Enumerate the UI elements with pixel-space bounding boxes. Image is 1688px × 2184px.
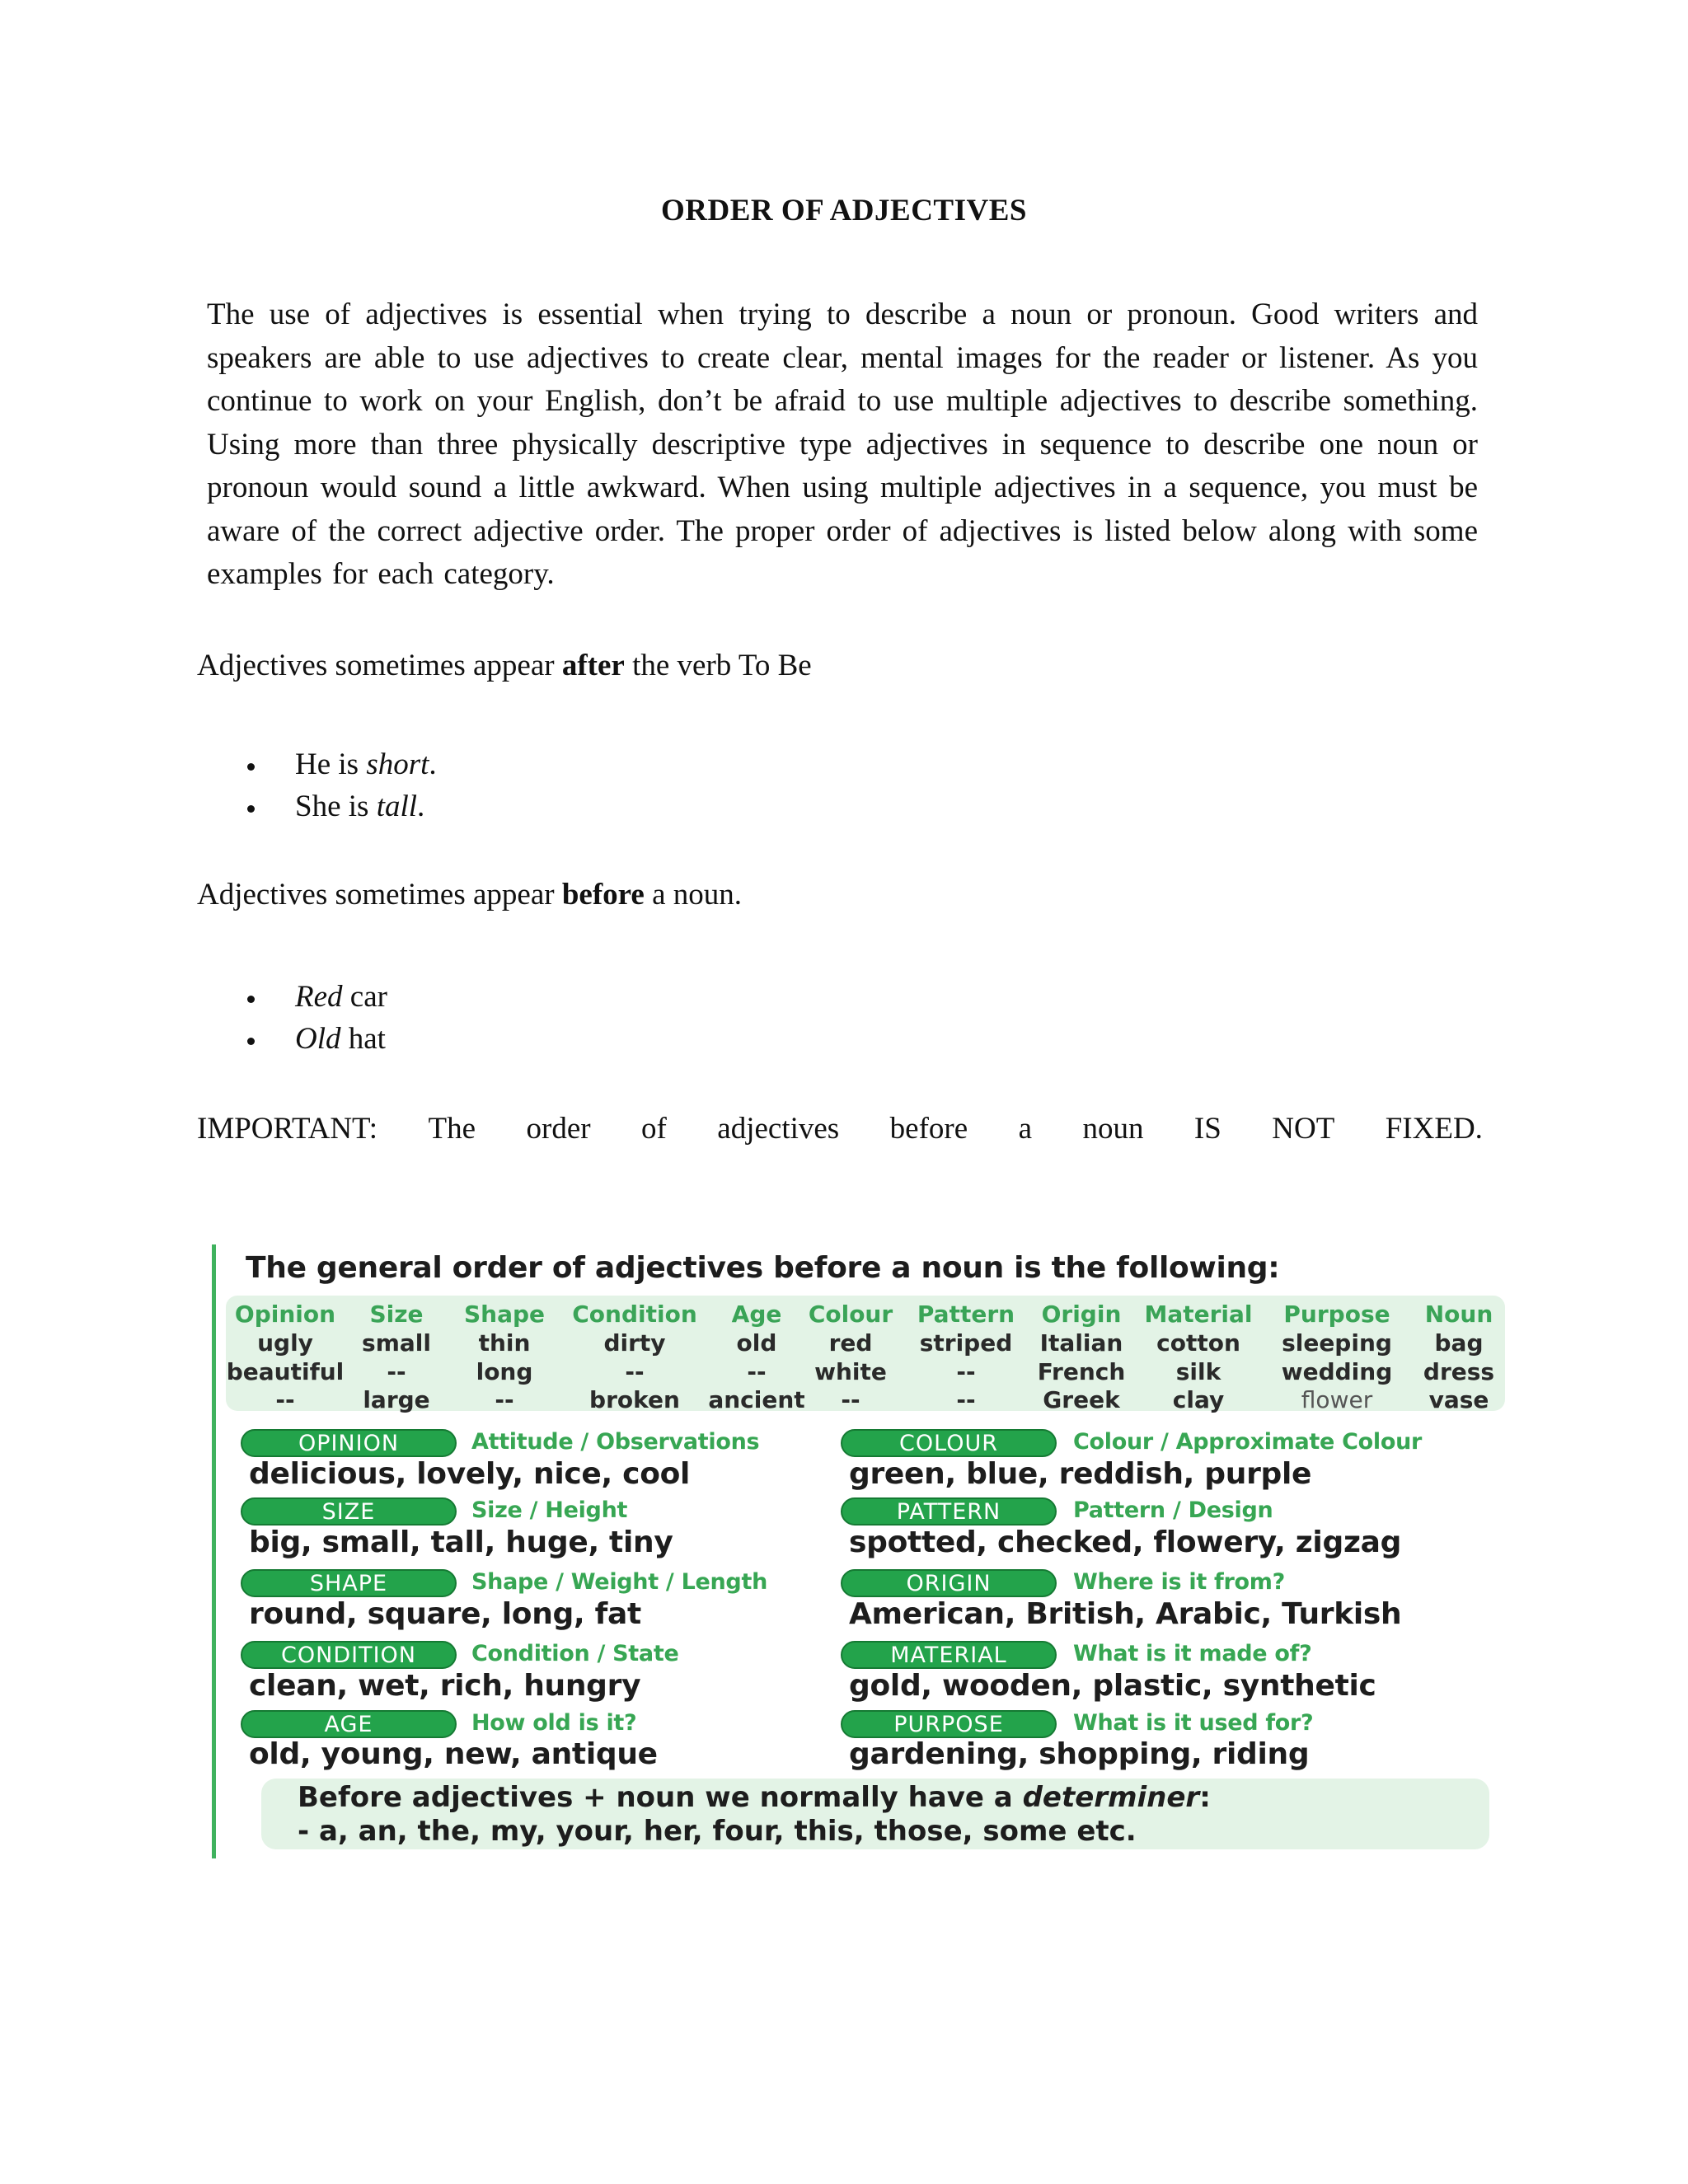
category-desc: What is it made of? xyxy=(1073,1641,1312,1666)
table-cell: striped xyxy=(919,1329,1013,1357)
order-table-header xyxy=(226,1301,1505,1329)
list-item xyxy=(244,743,437,785)
category-desc: Size / Height xyxy=(471,1497,628,1523)
table-cell: dirty xyxy=(603,1329,666,1357)
category-desc: Attitude / Observations xyxy=(471,1429,760,1455)
table-cell: Greek xyxy=(1043,1386,1120,1413)
category-examples: American, British, Arabic, Turkish xyxy=(849,1597,1402,1631)
list-item xyxy=(244,785,437,827)
category-desc: Condition / State xyxy=(471,1641,679,1666)
example-noun: car xyxy=(342,980,387,1014)
category-desc: Colour / Approximate Colour xyxy=(1073,1429,1423,1455)
category-examples: round, square, long, fat xyxy=(249,1597,641,1631)
table-cell: -- xyxy=(495,1386,514,1413)
category-pill-condition: CONDITION xyxy=(241,1641,457,1669)
example-punct: . xyxy=(417,790,425,823)
important-word: before xyxy=(889,1112,968,1146)
table-cell: small xyxy=(362,1329,431,1357)
category-desc: Pattern / Design xyxy=(1073,1497,1273,1523)
column-header: Origin xyxy=(1041,1301,1122,1328)
category-pill-origin: ORIGIN xyxy=(841,1569,1057,1597)
important-word: FIXED. xyxy=(1385,1112,1483,1146)
column-header: Opinion xyxy=(234,1301,336,1328)
determiner-emphasis: determiner xyxy=(1022,1781,1200,1814)
table-cell: wedding xyxy=(1281,1358,1393,1385)
example-adjective: tall xyxy=(376,790,418,823)
table-cell: French xyxy=(1037,1358,1126,1385)
column-header: Noun xyxy=(1424,1301,1493,1328)
table-cell: long xyxy=(476,1358,533,1385)
after-emphasis: after xyxy=(561,649,625,682)
table-cell: broken xyxy=(589,1386,680,1413)
category-examples: gold, wooden, plastic, synthetic xyxy=(849,1669,1376,1703)
important-word: adjectives xyxy=(717,1112,840,1146)
table-cell: -- xyxy=(275,1386,295,1413)
table-cell: old xyxy=(736,1329,777,1357)
table-row xyxy=(226,1386,1505,1415)
column-header: Shape xyxy=(463,1301,546,1328)
column-header: Material xyxy=(1144,1301,1253,1328)
table-cell: sleeping xyxy=(1282,1329,1392,1357)
before-heading xyxy=(197,877,742,912)
page-title: ORDER OF ADJECTIVES xyxy=(661,194,1027,227)
table-cell: -- xyxy=(747,1358,767,1385)
category-desc: Shape / Weight / Length xyxy=(471,1569,767,1595)
table-cell: flower xyxy=(1301,1386,1373,1413)
column-header: Pattern xyxy=(917,1301,1015,1328)
important-word: order xyxy=(526,1112,591,1146)
important-word: NOT xyxy=(1272,1112,1335,1146)
table-row xyxy=(226,1329,1505,1358)
adjective-order-infographic xyxy=(212,1244,1510,1858)
category-pill-age: AGE xyxy=(241,1710,457,1738)
table-row xyxy=(226,1358,1505,1387)
infographic-title: The general order of adjectives before a noun is the following: xyxy=(246,1251,1280,1285)
table-cell: beautiful xyxy=(226,1358,345,1385)
after-heading xyxy=(197,648,812,683)
example-adjective: Old xyxy=(295,1022,341,1056)
category-pill-opinion: OPINION xyxy=(241,1429,457,1457)
category-examples: delicious, lovely, nice, cool xyxy=(249,1457,691,1491)
important-word: IMPORTANT: xyxy=(197,1112,378,1146)
list-item xyxy=(244,976,387,1018)
determiner-text: Before adjectives + noun we normally have a xyxy=(298,1781,1023,1814)
table-cell: -- xyxy=(956,1358,976,1385)
table-cell: ancient xyxy=(708,1386,805,1413)
column-header: Size xyxy=(369,1301,424,1328)
before-examples-list xyxy=(244,976,387,1060)
important-word: of xyxy=(641,1112,667,1146)
order-table xyxy=(226,1296,1505,1411)
important-word: a xyxy=(1018,1112,1033,1146)
determiner-line-2: - a, an, the, my, your, her, four, this, those, some etc. xyxy=(298,1815,1137,1848)
example-adjective: short xyxy=(366,748,429,781)
table-cell: red xyxy=(828,1329,873,1357)
table-cell: white xyxy=(814,1358,887,1385)
table-cell: large xyxy=(363,1386,430,1413)
category-desc: Where is it from? xyxy=(1073,1569,1285,1595)
column-header: Age xyxy=(731,1301,782,1328)
category-pill-shape: SHAPE xyxy=(241,1569,457,1597)
category-pill-purpose: PURPOSE xyxy=(841,1710,1057,1738)
table-cell: silk xyxy=(1175,1358,1221,1385)
table-cell: cotton xyxy=(1156,1329,1240,1357)
table-cell: clay xyxy=(1172,1386,1225,1413)
before-emphasis: before xyxy=(561,878,645,912)
determiner-note xyxy=(261,1779,1489,1849)
example-adjective: Red xyxy=(295,980,343,1014)
table-cell: vase xyxy=(1428,1386,1489,1413)
determiner-colon: : xyxy=(1199,1781,1211,1814)
column-header: Condition xyxy=(572,1301,697,1328)
before-prefix: Adjectives sometimes appear xyxy=(197,878,555,912)
category-pill-material: MATERIAL xyxy=(841,1641,1057,1669)
table-cell: Italian xyxy=(1039,1329,1123,1357)
category-examples: old, young, new, antique xyxy=(249,1737,658,1771)
after-suffix: the verb To Be xyxy=(632,649,812,682)
column-header: Purpose xyxy=(1283,1301,1390,1328)
category-pill-pattern: PATTERN xyxy=(841,1497,1057,1526)
column-header: Colour xyxy=(808,1301,893,1328)
table-cell: dress xyxy=(1423,1358,1495,1385)
table-cell: -- xyxy=(956,1386,976,1413)
category-pill-colour: COLOUR xyxy=(841,1429,1057,1457)
important-word: IS xyxy=(1193,1112,1221,1146)
example-text: She is xyxy=(295,790,377,823)
important-word: noun xyxy=(1082,1112,1144,1146)
category-desc: What is it used for? xyxy=(1073,1710,1314,1736)
intro-paragraph: The use of adjectives is essential when trying to describe a noun or pronoun. Good writers and speakers are able to use adjectives to create clear, mental images for the reader or listener. As you continue to work on your English, don’t be afraid to use multiple adjectives to describe something. Using more than three physically descriptive type adjectives in sequence to describe one noun or pronoun would sound a little awkward. When using multiple adjectives in a sequence, you must be aware of the correct adjective order. The proper order of adjectives is listed below along with some examples for each category. xyxy=(207,298,1478,591)
after-examples-list xyxy=(244,743,437,827)
category-examples: green, blue, reddish, purple xyxy=(849,1457,1312,1491)
determiner-line-1 xyxy=(298,1781,1211,1814)
table-cell: bag xyxy=(1434,1329,1484,1357)
example-text: He is xyxy=(295,748,367,781)
table-cell: -- xyxy=(625,1358,645,1385)
important-word: The xyxy=(428,1112,476,1146)
example-noun: hat xyxy=(340,1022,386,1056)
category-examples: clean, wet, rich, hungry xyxy=(249,1669,641,1703)
table-cell: thin xyxy=(478,1329,531,1357)
example-punct: . xyxy=(429,748,437,781)
list-item xyxy=(244,1018,387,1060)
table-cell: -- xyxy=(841,1386,860,1413)
before-suffix: a noun. xyxy=(652,878,743,912)
category-pill-size: SIZE xyxy=(241,1497,457,1526)
important-note xyxy=(197,1111,1483,1146)
after-prefix: Adjectives sometimes appear xyxy=(197,649,555,682)
category-examples: spotted, checked, flowery, zigzag xyxy=(849,1526,1402,1559)
category-desc: How old is it? xyxy=(471,1710,637,1736)
table-cell: ugly xyxy=(257,1329,313,1357)
category-examples: big, small, tall, huge, tiny xyxy=(249,1526,673,1559)
table-cell: -- xyxy=(387,1358,406,1385)
category-examples: gardening, shopping, riding xyxy=(849,1737,1310,1771)
